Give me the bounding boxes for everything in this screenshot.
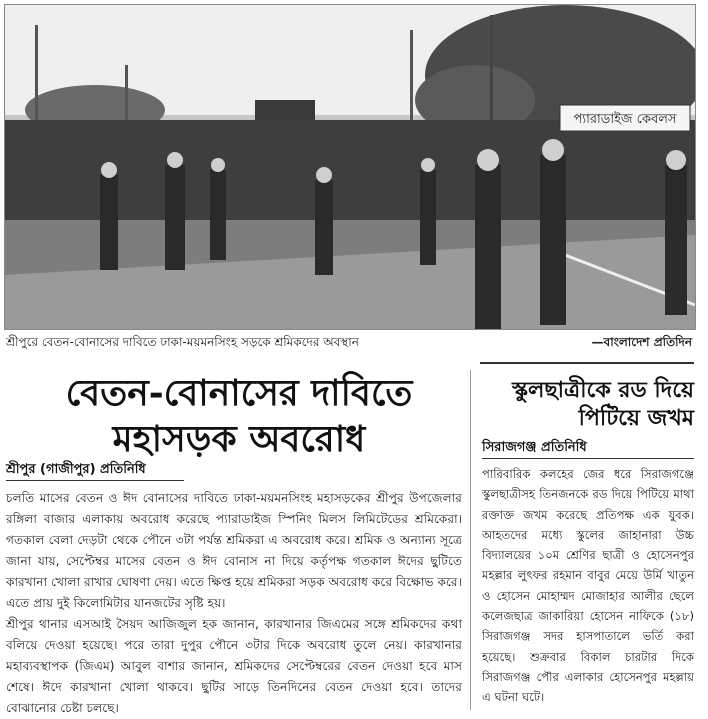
sign-board-text: প্যারাডাইজ কেবলস	[573, 112, 677, 127]
side-top-rule	[480, 362, 694, 364]
main-headline-line-2: মহাসড়ক অবরোধ	[112, 418, 366, 460]
main-byline: শ্রীপুর (গাজীপুর) প্রতিনিধি	[6, 462, 146, 477]
main-paragraph-2: শ্রীপুর থানার এসআই সৈয়দ আজিজুল হক জানান, কারখানার জিএমের সঙ্গে শ্রমিকদের কথা বলিয়ে দেওয়া হয়েছে। পরে তারা দুপুর পৌনে ৩টার দিকে অবরোধ তুলে নেয়। কারখানার মহাব্যবস্থাপক (জিএম) আবুল বাশার জানান, শ্রমিকদের সেপ্টেম্বরের বেতন দেওয়া হবে মাস শেষে। ঈদে কারখানা খোলা থাকবে। ছুটির সাড়ে তিনদিনের বেতন দেওয়া হবে। তাদের বোঝানোর চেষ্টা চলছে।	[6, 617, 462, 715]
side-headline-line-1: স্কুলছাত্রীকে রড দিয়ে	[512, 377, 694, 403]
side-byline-underline	[482, 458, 694, 459]
side-article-body	[482, 464, 694, 708]
photo-caption: শ্রীপুরে বেতন-বোনাসের দাবিতে ঢাকা-ময়মনসিংহ সড়কে শ্রমিকদের অবস্থান	[6, 335, 359, 349]
news-photo	[4, 4, 696, 330]
main-article-body	[6, 488, 462, 719]
byline-underline	[6, 480, 184, 481]
side-headline	[482, 376, 694, 432]
side-headline-line-2: পিটিয়ে জখম	[578, 405, 694, 431]
side-paragraph: পারিবারিক কলহের জের ধরে সিরাজগঞ্জে স্কুলছাত্রীসহ তিনজনকে রড দিয়ে পিটিয়ে মাথা রক্তাক্ত জখম করেছে প্রতিপক্ষ এক যুবক। আহতদের মধ্যে স্কুলের জাহানারা উচ্চ বিদ্যালয়ের ১০ম শ্রেণির ছাত্রী ও হোসেনপুর মহল্লার লুৎফর রহমান বাবুর মেয়ে উর্মি খাতুন ও হোসেন মোহাম্মদ মোজাহার আলীর ছেলে কলেজছাত্র জাকারিয়া হোসেন নাফিকে (১৮) সিরাজগঞ্জ সদর হাসপাতালে ভর্তি করা হয়েছে। শুক্রবার বিকাল চারটার দিকে সিরাজগঞ্জ পৌর এলাকার হোসেনপুর মহল্লায় এ ঘটনা ঘটে।	[482, 467, 694, 705]
photo-credit: —বাংলাদেশ প্রতিদিন	[591, 335, 692, 349]
protest-scene-illustration	[5, 5, 695, 329]
main-headline	[4, 370, 474, 462]
main-paragraph-1: চলতি মাসের বেতন ও ঈদ বোনাসের দাবিতে ঢাকা-ময়মনসিংহ মহাসড়কের শ্রীপুর উপজেলার রঙ্গিলা বাজার এলাকায় অবরোধ করেছে প্যারাডাইজ স্পিনিং মিলস লিমিটেডের শ্রমিকেরা। গতকাল বেলা দেড়টা থেকে পৌনে ৩টা পর্যন্ত শ্রমিকরা এ অবরোধ করে। শ্রমিক ও অন্যান্য সূত্রে জানা যায়, সেপ্টেম্বর মাসের বেতন ও ঈদ বোনাস না দিয়ে কর্তৃপক্ষ গতকাল ঈদের ছুটিতে কারখানা খোলা রাখার ঘোষণা দেয়। এতে ক্ষিপ্ত হয়ে শ্রমিকরা সড়ক অবরোধ করে বিক্ষোভ করে। এতে প্রায় দুই কিলোমিটার যানজটের সৃষ্টি হয়।	[6, 491, 462, 610]
main-headline-line-1: বেতন-বোনাসের দাবিতে	[65, 372, 413, 414]
side-byline: সিরাজগঞ্জ প্রতিনিধি	[482, 440, 587, 455]
